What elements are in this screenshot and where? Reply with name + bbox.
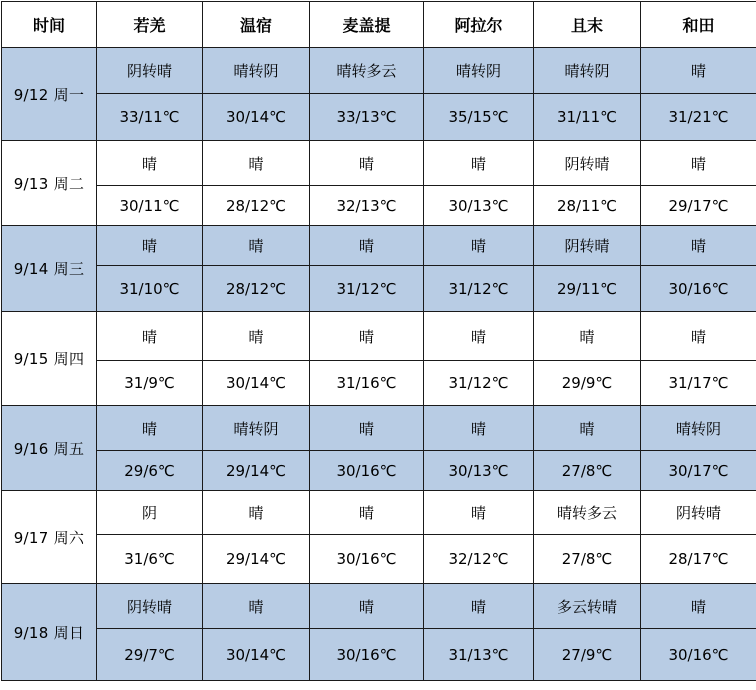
temperature-cell: 31/21℃ [641, 94, 756, 141]
weather-cell: 晴 [203, 226, 310, 266]
temperature-row [2, 535, 756, 584]
temperature-cell: 30/16℃ [641, 629, 756, 681]
temperature-cell: 31/13℃ [424, 629, 534, 681]
header-time: 时间 [2, 2, 97, 48]
weather-cell: 阴转晴 [641, 491, 756, 535]
temperature-cell: 31/12℃ [424, 361, 534, 406]
weather-cell: 晴 [641, 226, 756, 266]
weather-cell: 阴转晴 [97, 584, 203, 629]
header-city: 和田 [641, 2, 756, 48]
temperature-cell: 29/6℃ [97, 451, 203, 491]
weather-cell: 晴 [641, 48, 756, 94]
temperature-cell: 31/12℃ [310, 266, 424, 312]
date-cell: 9/14 周三 [2, 226, 97, 312]
weather-cell: 晴 [97, 312, 203, 361]
temperature-cell: 28/11℃ [534, 186, 641, 226]
weather-row [2, 141, 756, 186]
temperature-cell: 28/17℃ [641, 535, 756, 584]
weather-cell: 晴转阴 [424, 48, 534, 94]
date-cell: 9/13 周二 [2, 141, 97, 226]
temperature-cell: 28/12℃ [203, 266, 310, 312]
weather-cell: 晴 [310, 406, 424, 451]
temperature-cell: 27/8℃ [534, 535, 641, 584]
header-city: 且末 [534, 2, 641, 48]
weather-row [2, 226, 756, 266]
weather-forecast-table [1, 1, 756, 681]
weather-cell: 晴 [310, 491, 424, 535]
temperature-row [2, 266, 756, 312]
weather-cell: 晴 [641, 312, 756, 361]
weather-cell: 晴转阴 [534, 48, 641, 94]
weather-cell: 晴 [97, 406, 203, 451]
temperature-cell: 27/9℃ [534, 629, 641, 681]
weather-cell: 晴 [97, 141, 203, 186]
temperature-cell: 30/16℃ [310, 451, 424, 491]
temperature-cell: 30/14℃ [203, 94, 310, 141]
temperature-cell: 31/11℃ [534, 94, 641, 141]
weather-cell: 晴转多云 [534, 491, 641, 535]
temperature-cell: 31/17℃ [641, 361, 756, 406]
temperature-cell: 29/11℃ [534, 266, 641, 312]
weather-cell: 晴 [424, 141, 534, 186]
weather-cell: 晴 [310, 226, 424, 266]
header-city: 阿拉尔 [424, 2, 534, 48]
weather-cell: 晴 [641, 141, 756, 186]
weather-cell: 阴转晴 [534, 141, 641, 186]
date-cell: 9/18 周日 [2, 584, 97, 681]
temperature-row [2, 94, 756, 141]
temperature-cell: 31/16℃ [310, 361, 424, 406]
weather-cell: 阴 [97, 491, 203, 535]
weather-row [2, 406, 756, 451]
weather-cell: 晴 [424, 226, 534, 266]
temperature-cell: 31/9℃ [97, 361, 203, 406]
temperature-row [2, 361, 756, 406]
temperature-cell: 30/16℃ [310, 535, 424, 584]
temperature-cell: 30/11℃ [97, 186, 203, 226]
temperature-cell: 32/12℃ [424, 535, 534, 584]
temperature-cell: 35/15℃ [424, 94, 534, 141]
date-cell: 9/16 周五 [2, 406, 97, 491]
weather-cell: 晴 [641, 584, 756, 629]
temperature-row [2, 629, 756, 681]
temperature-cell: 30/17℃ [641, 451, 756, 491]
weather-cell: 阴转晴 [534, 226, 641, 266]
date-cell: 9/12 周一 [2, 48, 97, 141]
weather-cell: 晴转阴 [203, 48, 310, 94]
header-city: 温宿 [203, 2, 310, 48]
date-cell: 9/15 周四 [2, 312, 97, 406]
temperature-cell: 29/7℃ [97, 629, 203, 681]
weather-row [2, 584, 756, 629]
weather-row [2, 491, 756, 535]
temperature-cell: 31/6℃ [97, 535, 203, 584]
temperature-cell: 32/13℃ [310, 186, 424, 226]
weather-cell: 晴 [203, 312, 310, 361]
weather-cell: 晴转多云 [310, 48, 424, 94]
weather-cell: 晴 [424, 491, 534, 535]
temperature-cell: 30/13℃ [424, 451, 534, 491]
header-row [2, 2, 756, 48]
weather-cell: 晴 [310, 141, 424, 186]
weather-cell: 多云转晴 [534, 584, 641, 629]
weather-cell: 晴 [203, 141, 310, 186]
temperature-cell: 30/14℃ [203, 629, 310, 681]
temperature-cell: 29/14℃ [203, 535, 310, 584]
weather-cell: 晴 [203, 584, 310, 629]
temperature-cell: 29/9℃ [534, 361, 641, 406]
temperature-cell: 30/16℃ [310, 629, 424, 681]
weather-row [2, 48, 756, 94]
temperature-cell: 27/8℃ [534, 451, 641, 491]
weather-cell: 晴 [424, 584, 534, 629]
weather-cell: 晴 [97, 226, 203, 266]
weather-cell: 晴 [310, 312, 424, 361]
weather-cell: 晴 [424, 406, 534, 451]
weather-cell: 晴 [534, 406, 641, 451]
weather-cell: 晴转阴 [641, 406, 756, 451]
weather-cell: 晴 [534, 312, 641, 361]
temperature-row [2, 186, 756, 226]
temperature-cell: 31/10℃ [97, 266, 203, 312]
temperature-cell: 30/13℃ [424, 186, 534, 226]
weather-cell: 阴转晴 [97, 48, 203, 94]
temperature-cell: 30/16℃ [641, 266, 756, 312]
temperature-cell: 31/12℃ [424, 266, 534, 312]
temperature-cell: 29/14℃ [203, 451, 310, 491]
temperature-cell: 29/17℃ [641, 186, 756, 226]
temperature-row [2, 451, 756, 491]
temperature-cell: 30/14℃ [203, 361, 310, 406]
header-city: 若羌 [97, 2, 203, 48]
weather-row [2, 312, 756, 361]
weather-cell: 晴转阴 [203, 406, 310, 451]
temperature-cell: 33/11℃ [97, 94, 203, 141]
date-cell: 9/17 周六 [2, 491, 97, 584]
weather-cell: 晴 [310, 584, 424, 629]
header-city: 麦盖提 [310, 2, 424, 48]
weather-cell: 晴 [424, 312, 534, 361]
temperature-cell: 28/12℃ [203, 186, 310, 226]
weather-cell: 晴 [203, 491, 310, 535]
temperature-cell: 33/13℃ [310, 94, 424, 141]
